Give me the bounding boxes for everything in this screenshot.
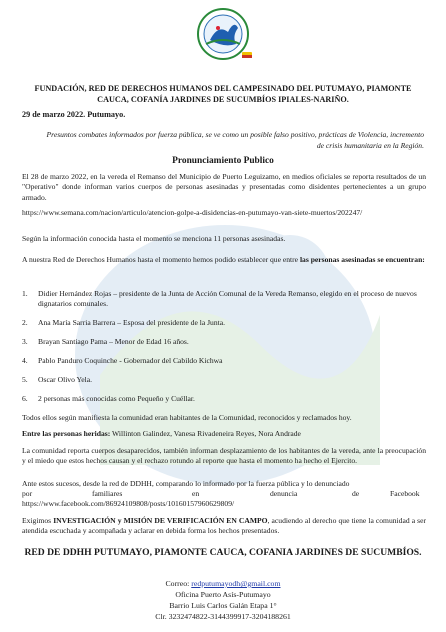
list-text: Didier Hernández Rojas – presidente de la Junta de Acción Comunal de la Vereda Remanso, elegido en el proceso de nuevos dignatarios comunales. (38, 289, 417, 309)
paragraph-demand (22, 516, 426, 537)
paragraph-news-link[interactable]: https://www.semana.com/nacion/articulo/atencion-golpe-a-disidencias-en-putumayo-van-siete-muertos/202247/ (22, 208, 363, 217)
demand-text-end: , acudiendo al derecho que tiene la comunidad a ser atendida escuchada y acompañada y aclarar en debida forma los hechos presentados. (22, 516, 426, 536)
paragraph-comparison: Ante estos sucesos, desde la red de DDHH, comparando lo informado por la fuerza pública y lo denunciado (22, 479, 350, 488)
facebook-link[interactable]: https://www.facebook.com/86924109808/posts/10160157960629809/ (22, 499, 235, 508)
footer-title: RED DE DDHH PUTUMAYO, PIAMONTE CAUCA, COFANIA JARDINES DE SUCUMBÍOS. (24, 547, 422, 558)
victims-intro-text: A nuestra Red de Derechos Humanos hasta el momento hemos podido establecer que entre (22, 255, 300, 264)
demand-bold: INVESTIGACIÓN y MISIÓN DE VERIFICACIÓN EN CAMPO (53, 516, 268, 525)
paragraph-event: El 28 de marzo 2022, en la vereda el Remanso del Municipio de Puerto Leguizamo, en medios oficiales se reporta resultados de un "Operativo" donde informan varios cuerpos de personas asesinadas y presentadas como disidentes pertenecientes a un grupo armado. (22, 172, 426, 202)
list-number: 4. (22, 356, 28, 365)
injured-names: Willinton Galindez, Vanesa Rivadeneira Reyes, Nora Andrade (110, 429, 301, 438)
contact-address: Barrio Luis Carlos Galán Etapa 1° (169, 601, 277, 610)
comparison-word: de (352, 489, 360, 498)
email-label: Correo: (165, 579, 192, 588)
contact-office: Oficina Puerto Asís-Putumayo (175, 590, 271, 599)
list-number: 5. (22, 375, 28, 384)
comparison-word: denuncia (270, 489, 298, 498)
document-heading: FUNDACIÓN, RED DE DERECHOS HUMANOS DEL CAMPESINADO DEL PUTUMAYO, PIAMONTE CAUCA, COFANÍA JARDINES DE SUCUMBÍOS IPIALES-NARIÑO. (34, 84, 412, 104)
email-link[interactable]: redputumayodh@gmail.com (191, 579, 281, 588)
comparison-word: familiares (92, 489, 123, 498)
comparison-word: Facebook (390, 489, 420, 498)
document-subtitle: Presuntos combates informados por fuerza pública, se ve como un posible falso positivo, prácticas de Violencia, incremento de crisis humanitaria en la Región. (46, 130, 424, 150)
list-number: 1. (22, 289, 28, 298)
comparison-word: en (192, 489, 200, 498)
list-text: 2 personas más conocidas como Pequeño y Cuéllar. (38, 394, 195, 403)
demand-text: Exigimos (22, 516, 54, 525)
list-text: Ana María Sarria Barrera – Esposa del presidente de la Junta. (38, 318, 226, 327)
contact-phones: Clr. 3232474822-3144399917-3204188261 (155, 612, 291, 621)
victims-intro-bold: las personas asesinadas se encuentran: (299, 255, 425, 264)
document-date: 29 de marzo 2022. Putumayo. (22, 110, 126, 119)
contact-email-line (0, 579, 446, 590)
paragraph-injured (22, 429, 426, 439)
section-title: Pronunciamiento Publico (172, 156, 274, 166)
comparison-word: por (22, 489, 33, 498)
list-text: Pablo Panduro Coquinche - Gobernador del Cabildo Kichwa (38, 356, 223, 365)
list-text: Brayan Santiago Pama – Menor de Edad 16 años. (38, 337, 189, 346)
list-number: 2. (22, 318, 28, 327)
injured-label: Entre las personas heridas: (22, 429, 111, 438)
paragraph-victims-intro (22, 255, 426, 265)
paragraph-victim-count: Según la información conocida hasta el momento se menciona 11 personas asesinadas. (22, 234, 286, 243)
organization-logo (188, 6, 258, 66)
list-text: Oscar Olivo Yela. (38, 375, 92, 384)
list-number: 3. (22, 337, 28, 346)
list-number: 6. (22, 394, 28, 403)
paragraph-community: Todos ellos según manifiesta la comunidad eran habitantes de la Comunidad, reconocidos y reclamados hoy. (22, 413, 352, 422)
paragraph-displacement: La comunidad reporta cuerpos desaparecidos, también informan desplazamiento de los habitantes de la vereda, ante la preocupación y el miedo que estos hechos causan y el rechazo rotundo al reporte que hasta el momento ha hecho el Ejercito. (22, 446, 426, 466)
